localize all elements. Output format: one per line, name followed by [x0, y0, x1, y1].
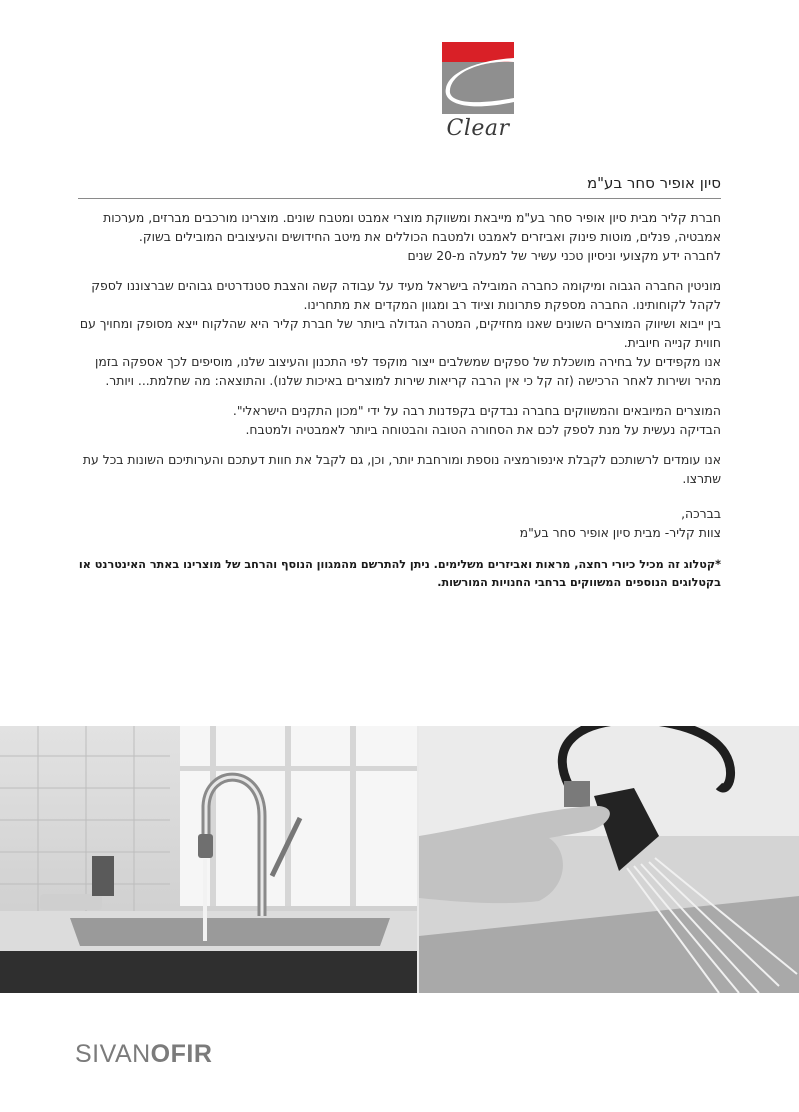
logo-wordmark: Clear	[446, 116, 510, 141]
footnote: *קטלוג זה מכיל כיורי רחצה, מראות ואביזרים משלימים. ניתן להתרשם מהמגוון הנוסף והרחב של מוצרינו באתר האינטרנט או בקטלוגים הנוספים המשווקים ברחבי החנויות המורשות.	[78, 558, 721, 589]
paragraph-text: הבדיקה נעשית על מנת לספק לכם את הסחורה הטובה והבטוחה ביותר לאמבטיה ולמטבח.	[245, 422, 721, 437]
paragraph-text: חברת קליר מבית סיון אופיר סחר בע"מ מייבאת ומשווקת מוצרי אמבט ומטבח שונים. מוצרינו מורכבים מברזים, מערכות אמבטיה, פנלים, מוטות פינוק ואביזרים לאמבט ולמטבח הכוללים את מיטב החידושים והעיצובים המובילים בשוק.	[103, 210, 721, 244]
signature-greeting: בברכה,	[681, 506, 721, 521]
company-title: סיון אופיר סחר בע"מ	[586, 174, 721, 192]
intro-paragraph	[76, 208, 721, 265]
signature	[76, 504, 721, 542]
paragraph-text: בין ייבוא ושיווק המוצרים השונים שאנו מחזיקים, המטרה הגדולה ביותר של חברת קליר היא שהלקוח ייצא מסופק ומחויך עם חווית קנייה חיובית.	[79, 316, 721, 350]
paragraph-text: המוצרים המיובאים והמשווקים בחברה נבדקים בקפדנות רבה על ידי "מכון התקנים הישראלי".	[232, 403, 721, 418]
standards-paragraph	[76, 401, 721, 439]
photo-band	[0, 726, 799, 993]
paragraph-text: מוניטין החברה הגבוה ומיקומה כחברה המובילה בישראל מעיד על עבודה קשה והצבת סטנדרטים גבוהים שברצוננו לספק לקהל לקוחותינו. החברה מספקת פתרונות וציוד רב ומגוון המקדים את מתחרינו.	[91, 278, 721, 312]
title-divider	[78, 198, 721, 199]
contact-paragraph	[76, 450, 721, 488]
clear-logo	[438, 40, 518, 152]
kitchen-faucet-photo	[0, 726, 417, 993]
body-text	[76, 208, 721, 603]
reputation-paragraph	[76, 276, 721, 390]
pullout-spray-photo	[419, 726, 799, 993]
paragraph-text: אנו מקפידים על בחירה מושכלת של ספקים שמשלבים ייצור מוקפד לפי התכנון והעיצוב שלנו, מוסיפים לכך אספקה בזמן מהיר ושירות לאחר הרכישה (זה קל כי אין הרבה קריאות שירות למוצרים באיכות שלנו). והתוצאה: מה שחלמת... ויותר.	[95, 354, 721, 388]
paragraph-text: לחברה ידע מקצועי וניסיון טכני עשיר של למעלה מ-20 שנים	[407, 248, 721, 263]
signature-team: צוות קליר- מבית סיון אופיר סחר בע"מ	[519, 525, 721, 540]
brand-part1: SIVAN	[75, 1040, 151, 1068]
brand-part2: OFIR	[150, 1040, 213, 1068]
clear-logo-mark	[442, 42, 514, 114]
sivanofir-brand	[75, 1040, 212, 1069]
paragraph-text: אנו עומדים לרשותכם לקבלת אינפורמציה נוספת ומורחבת יותר, וכן, גם לקבל את חוות דעתכם והערותיכם השונות בכל עת שתרצו.	[82, 452, 721, 486]
